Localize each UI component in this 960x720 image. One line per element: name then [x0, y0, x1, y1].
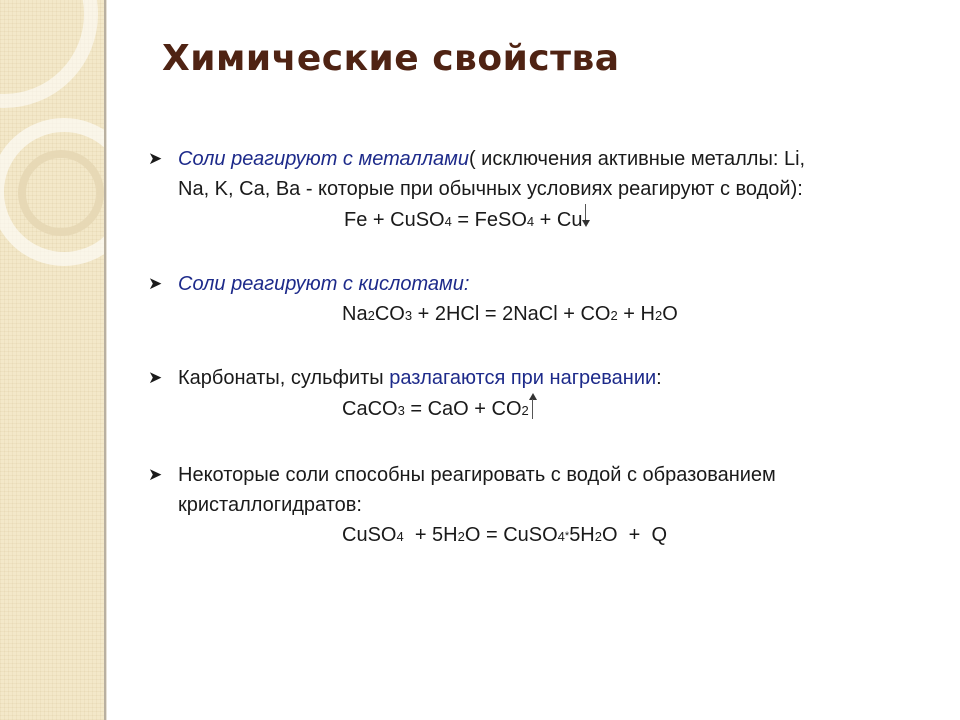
- item-lead: Соли реагируют с кислотами:: [178, 273, 470, 295]
- equation-part: = CaO + CO: [404, 398, 522, 420]
- equation: [178, 299, 938, 331]
- equation-part: + 5H: [403, 524, 458, 546]
- item-lead: Соли реагируют с металлами: [178, 148, 469, 170]
- subscript: 3: [404, 308, 413, 323]
- item-line: [178, 363, 938, 393]
- equation-part: CuSO: [342, 524, 397, 546]
- item-highlight: разлагаются при нагревании: [389, 367, 657, 389]
- item-line: Na, K, Ca, Ba - которые при обычных условиях реагируют с водой):: [178, 178, 803, 200]
- subscript: 2: [521, 403, 529, 418]
- equation-part: + Cu: [534, 209, 583, 231]
- decorative-sidebar: [0, 0, 104, 720]
- equation: [178, 204, 938, 237]
- equation: [178, 393, 938, 426]
- equation: [178, 520, 938, 552]
- subscript: 2: [457, 529, 465, 544]
- arrow-bullet-icon: ➤: [148, 274, 163, 293]
- subscript: 4: [526, 214, 535, 229]
- equation-part: CO: [374, 303, 405, 325]
- arrow-bullet-icon: ➤: [148, 368, 163, 387]
- equation-part: Na: [342, 303, 368, 325]
- item-text: ( исключения активные металлы: Li,: [468, 148, 806, 170]
- subscript: 4: [557, 529, 565, 544]
- subscript: 2: [367, 308, 375, 323]
- precipitate-arrow-down-icon: [582, 204, 590, 230]
- gas-arrow-up-icon: [529, 393, 537, 419]
- slide-title: Химические свойства: [162, 38, 620, 79]
- sidebar-divider-highlight: [106, 0, 107, 720]
- subscript: 4: [444, 214, 452, 229]
- equation-part: = FeSO: [451, 209, 527, 231]
- item-text: :: [656, 367, 662, 389]
- item-line: кристаллогидратов:: [178, 494, 362, 516]
- item-text: Карбонаты, сульфиты: [178, 367, 390, 389]
- bullet-item-acids: [148, 269, 938, 331]
- item-line: Некоторые соли способны реагировать с водой с образованием: [178, 464, 776, 486]
- item-line: [178, 144, 938, 174]
- equation-part: + H: [617, 303, 655, 325]
- subscript: 2: [610, 308, 618, 323]
- subscript: 2: [654, 308, 663, 323]
- decorative-ring: [18, 150, 104, 236]
- bullet-item-decomposition: [148, 363, 938, 426]
- subscript: 2: [594, 529, 602, 544]
- decorative-ring: [0, 0, 98, 108]
- arrow-bullet-icon: ➤: [148, 149, 163, 168]
- hydrate-dot: *: [564, 530, 570, 542]
- bullet-item-metals: [148, 144, 938, 237]
- equation-part: O + Q: [602, 524, 668, 546]
- equation-part: + 2HCl = 2NaCl + CO: [412, 303, 611, 325]
- subscript: 3: [397, 403, 405, 418]
- arrow-bullet-icon: ➤: [148, 465, 163, 484]
- equation-part: Fe + CuSO: [344, 209, 445, 231]
- slide-content: [148, 144, 938, 552]
- subscript: 4: [396, 529, 404, 544]
- equation-part: CaCO: [342, 398, 398, 420]
- equation-part: O = CuSO: [464, 524, 558, 546]
- equation-part: 5H: [569, 524, 595, 546]
- equation-part: O: [662, 303, 678, 325]
- bullet-item-crystallohydrates: [148, 460, 938, 552]
